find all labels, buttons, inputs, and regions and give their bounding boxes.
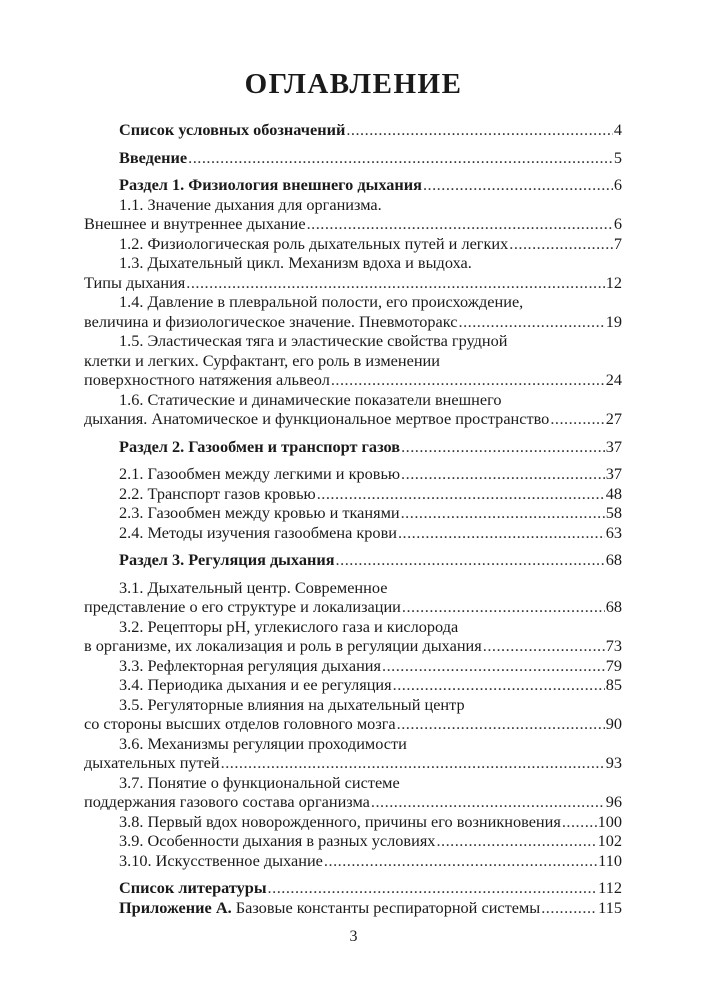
toc-page-number: 58 bbox=[605, 503, 622, 522]
toc-entry-text: со стороны высших отделов головного мозга bbox=[84, 714, 396, 733]
toc-page-number: 96 bbox=[605, 792, 622, 811]
toc-page-number: 100 bbox=[597, 811, 622, 831]
toc-entry[interactable] bbox=[84, 120, 622, 140]
toc-line bbox=[84, 878, 622, 898]
toc-line bbox=[84, 898, 622, 918]
toc-line bbox=[84, 714, 622, 734]
toc-entry-text: 1.4. Давление в плевральной полости, его происхождение, bbox=[119, 292, 524, 311]
toc-page-number: 7 bbox=[613, 233, 622, 253]
toc-entry-text: в организме, их локализация и роль в регуляции дыхания bbox=[84, 636, 482, 655]
toc-page-number: 110 bbox=[598, 850, 622, 870]
toc-entry-text: дыхания. Анатомическое и функциональное мертвое пространство bbox=[84, 409, 550, 428]
toc-entry[interactable] bbox=[84, 175, 622, 195]
dot-leader bbox=[402, 597, 605, 617]
toc-line bbox=[84, 597, 622, 617]
toc-entry[interactable] bbox=[84, 464, 622, 484]
toc-line bbox=[84, 578, 622, 598]
toc-page-number: 85 bbox=[605, 675, 622, 694]
toc-entry[interactable] bbox=[84, 523, 622, 543]
toc-line bbox=[84, 812, 622, 832]
toc-entry[interactable] bbox=[84, 390, 622, 429]
toc-entry-text: 3.6. Механизмы регуляции проходимости bbox=[119, 733, 407, 753]
toc-entry-text: дыхательных путей bbox=[84, 753, 220, 772]
toc-line bbox=[84, 331, 622, 351]
dot-leader bbox=[397, 714, 605, 734]
toc-entry-text: 3.10. Искусственное дыхание bbox=[119, 850, 323, 870]
toc-page-number: 93 bbox=[605, 753, 622, 772]
toc-entry[interactable] bbox=[84, 675, 622, 695]
toc-entry[interactable] bbox=[84, 234, 622, 254]
toc-page-number: 24 bbox=[605, 370, 622, 389]
toc-entry-text: 3.8. Первый вдох новорожденного, причины его возникновения bbox=[119, 811, 561, 831]
toc-entry-text: 3.1. Дыхательный центр. Современное bbox=[119, 577, 388, 597]
dot-leader bbox=[188, 148, 613, 168]
toc-entry-text: 3.9. Особенности дыхания в разных условиях bbox=[119, 831, 436, 850]
toc-entry-text: 3.4. Периодика дыхания и ее регуляция bbox=[119, 675, 392, 694]
page-number: 3 bbox=[349, 928, 358, 945]
toc-entry-lead: Приложение А. bbox=[119, 897, 232, 917]
dot-leader bbox=[398, 523, 605, 543]
dot-leader bbox=[401, 437, 605, 457]
toc-line bbox=[84, 195, 622, 215]
toc-entry-text: 1.3. Дыхательный цикл. Механизм вдоха и выдоха. bbox=[119, 253, 472, 272]
toc-line bbox=[84, 464, 622, 484]
toc-entry[interactable] bbox=[84, 695, 622, 734]
toc-page-number: 102 bbox=[597, 831, 622, 850]
toc-line bbox=[84, 120, 622, 140]
toc-entry-text: величина и физиологическое значение. Пневмоторакс bbox=[84, 311, 458, 331]
dot-leader bbox=[483, 636, 605, 656]
toc-entry[interactable] bbox=[84, 503, 622, 523]
toc-line bbox=[84, 234, 622, 254]
toc-page-number: 19 bbox=[605, 311, 622, 331]
toc-line bbox=[84, 351, 622, 371]
dot-leader bbox=[509, 234, 613, 254]
toc-entry[interactable] bbox=[84, 851, 622, 871]
toc-line bbox=[84, 148, 622, 168]
toc-page-number: 79 bbox=[605, 655, 622, 675]
toc-entry[interactable] bbox=[84, 898, 622, 918]
toc-entry-text: 1.6. Статические и динамические показатели внешнего bbox=[119, 389, 502, 409]
dot-leader bbox=[459, 312, 605, 332]
toc-page-number: 12 bbox=[605, 272, 622, 292]
toc-entry-text: Раздел 3. Регуляция дыхания bbox=[119, 550, 335, 569]
dot-leader bbox=[186, 273, 604, 293]
toc-page-number: 6 bbox=[613, 175, 622, 194]
dot-leader bbox=[346, 120, 613, 140]
toc-entry-text: представление о его структуре и локализации bbox=[84, 597, 401, 616]
toc-line bbox=[84, 656, 622, 676]
toc-entry[interactable] bbox=[84, 550, 622, 570]
toc-entry[interactable] bbox=[84, 195, 622, 234]
toc-entry-text: 2.2. Транспорт газов кровью bbox=[119, 483, 316, 503]
toc-page-number: 68 bbox=[605, 597, 622, 616]
toc-entry-text: Базовые константы респираторной системы bbox=[235, 897, 541, 917]
toc-line bbox=[84, 675, 622, 695]
toc-line bbox=[84, 390, 622, 410]
toc-line bbox=[84, 409, 622, 429]
toc-line bbox=[84, 550, 622, 570]
dot-leader bbox=[371, 792, 605, 812]
toc-line bbox=[84, 695, 622, 715]
toc-page-number: 68 bbox=[605, 550, 622, 569]
toc-page-number: 90 bbox=[605, 714, 622, 733]
toc-entry[interactable] bbox=[84, 812, 622, 832]
dot-leader bbox=[324, 851, 597, 871]
toc-line bbox=[84, 503, 622, 523]
toc-entry-text: поверхностного натяжения альвеол bbox=[84, 370, 330, 389]
dot-leader bbox=[382, 656, 605, 676]
dot-leader bbox=[317, 484, 605, 504]
toc-entry-text: поддержания газового состава организма bbox=[84, 792, 370, 811]
toc-entry[interactable] bbox=[84, 831, 622, 851]
toc-entry-text: 1.5. Эластическая тяга и эластические свойства грудной bbox=[119, 331, 508, 350]
toc-page-number: 112 bbox=[598, 878, 622, 897]
dot-leader bbox=[436, 831, 596, 851]
table-of-contents bbox=[84, 120, 622, 917]
toc-line bbox=[84, 253, 622, 273]
toc-entry-text: Раздел 1. Физиология внешнего дыхания bbox=[119, 175, 422, 194]
toc-line bbox=[84, 214, 622, 234]
dot-leader bbox=[393, 675, 605, 695]
toc-line bbox=[84, 370, 622, 390]
toc-line bbox=[84, 175, 622, 195]
toc-entry-text: 3.2. Рецепторы pH, углекислого газа и кислорода bbox=[119, 616, 459, 636]
toc-entry-text: Список условных обозначений bbox=[119, 120, 346, 139]
toc-page-number: 63 bbox=[605, 522, 622, 542]
toc-line bbox=[84, 753, 622, 773]
dot-leader bbox=[401, 503, 605, 523]
toc-entry-text: 3.3. Рефлекторная регуляция дыхания bbox=[119, 655, 381, 675]
toc-line bbox=[84, 734, 622, 754]
toc-line bbox=[84, 792, 622, 812]
dot-leader bbox=[401, 464, 605, 484]
dot-leader bbox=[550, 409, 604, 429]
toc-line bbox=[84, 617, 622, 637]
toc-page-number: 4 bbox=[613, 120, 622, 139]
dot-leader bbox=[331, 370, 605, 390]
toc-entry[interactable] bbox=[84, 617, 622, 656]
toc-entry[interactable] bbox=[84, 148, 622, 168]
toc-page-number: 37 bbox=[605, 464, 622, 483]
toc-page-number: 48 bbox=[605, 483, 622, 503]
toc-entry[interactable] bbox=[84, 437, 622, 457]
toc-entry-text: 2.1. Газообмен между легкими и кровью bbox=[119, 464, 401, 483]
toc-entry-text: 1.2. Физиологическая роль дыхательных путей и легких bbox=[119, 233, 509, 253]
toc-page-number: 115 bbox=[598, 897, 622, 917]
toc-entry-text: Раздел 2. Газообмен и транспорт газов bbox=[119, 436, 401, 456]
toc-line bbox=[84, 773, 622, 793]
toc-entry-text: Внешнее и внутреннее дыхание bbox=[84, 214, 306, 233]
dot-leader bbox=[336, 550, 605, 570]
toc-entry[interactable] bbox=[84, 773, 622, 812]
toc-entry-text: Введение bbox=[119, 147, 188, 167]
toc-entry[interactable] bbox=[84, 253, 622, 292]
toc-line bbox=[84, 437, 622, 457]
toc-entry-text: Типы дыхания bbox=[84, 272, 186, 292]
toc-line bbox=[84, 484, 622, 504]
toc-entry-text: клетки и легких. Сурфактант, его роль в изменении bbox=[84, 350, 440, 370]
toc-line bbox=[84, 523, 622, 543]
toc-entry-text: 3.5. Регуляторные влияния на дыхательный центр bbox=[119, 694, 465, 714]
toc-line bbox=[84, 273, 622, 293]
toc-entry[interactable] bbox=[84, 484, 622, 504]
toc-page-number: 37 bbox=[605, 436, 622, 456]
toc-page-number: 73 bbox=[605, 636, 622, 655]
toc-line bbox=[84, 312, 622, 332]
toc-entry-text: Список литературы bbox=[119, 878, 267, 897]
toc-entry[interactable] bbox=[84, 331, 622, 390]
toc-line bbox=[84, 831, 622, 851]
dot-leader bbox=[562, 812, 597, 832]
toc-entry-text: 1.1. Значение дыхания для организма. bbox=[119, 194, 382, 214]
toc-page-number: 27 bbox=[605, 409, 622, 428]
toc-entry[interactable] bbox=[84, 656, 622, 676]
dot-leader bbox=[541, 898, 597, 918]
toc-entry-text: 2.3. Газообмен между кровью и тканями bbox=[119, 503, 400, 522]
toc-line bbox=[84, 636, 622, 656]
toc-entry[interactable] bbox=[84, 578, 622, 617]
dot-leader bbox=[307, 214, 613, 234]
dot-leader bbox=[221, 753, 605, 773]
toc-line bbox=[84, 851, 622, 871]
dot-leader bbox=[268, 878, 598, 898]
toc-page-number: 5 bbox=[613, 147, 622, 167]
dot-leader bbox=[423, 175, 613, 195]
toc-entry-text: 2.4. Методы изучения газообмена крови bbox=[119, 522, 397, 542]
page-title: ОГЛАВЛЕНИЕ bbox=[244, 68, 463, 100]
toc-line bbox=[84, 292, 622, 312]
toc-page-number: 6 bbox=[613, 214, 622, 233]
toc-entry[interactable] bbox=[84, 878, 622, 898]
toc-entry[interactable] bbox=[84, 292, 622, 331]
toc-entry[interactable] bbox=[84, 734, 622, 773]
toc-entry-text: 3.7. Понятие о функциональной системе bbox=[119, 772, 400, 792]
